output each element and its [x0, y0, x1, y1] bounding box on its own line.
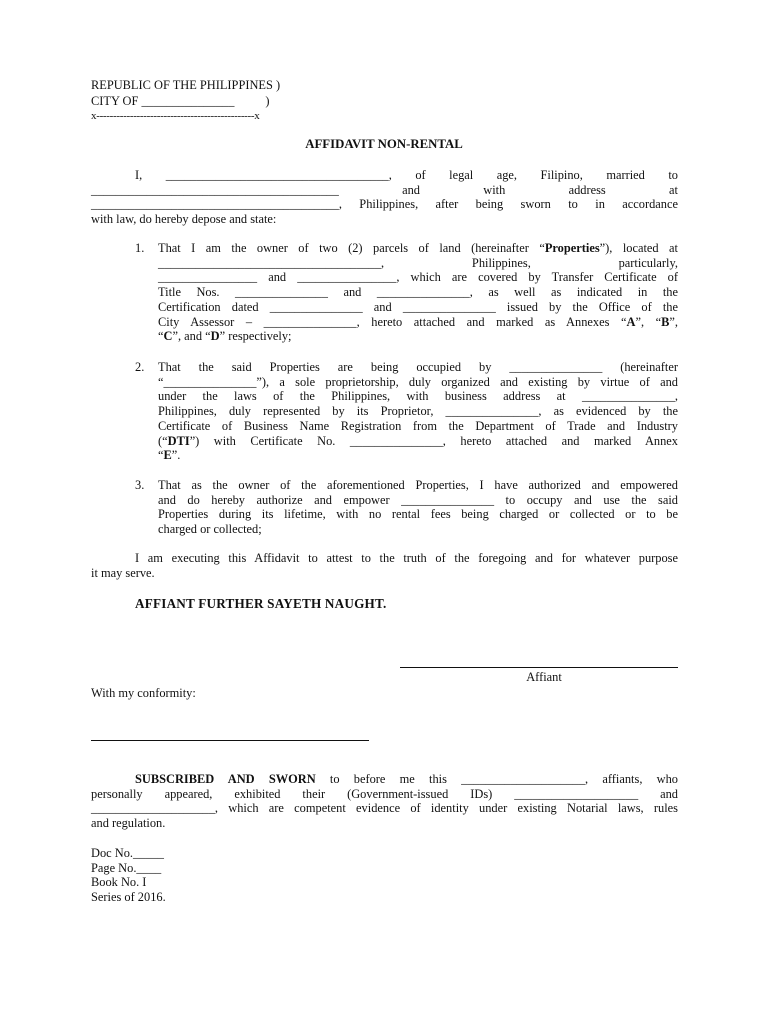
list-item	[135, 360, 678, 463]
item-line: Philippines, duly represented by its Proprietor, _______________, as evidenced by the	[158, 404, 678, 419]
conformity-label: With my conformity:	[91, 686, 196, 700]
series-year: Series of 2016.	[91, 890, 166, 905]
jurat-line: and regulation.	[91, 816, 166, 831]
closing-paragraph	[91, 551, 678, 580]
closing-line: it may serve.	[91, 565, 155, 580]
jurat-line: personally appeared, exhibited their (Government-issued IDs) ____________________ and	[91, 786, 678, 801]
conformity-signature-line	[91, 740, 369, 741]
item-line: Title Nos. _______________ and _______________, as well as indicated in the	[158, 285, 678, 300]
affiant-signature-line	[400, 667, 678, 668]
item-line: “_______________”), a sole proprietorship, duly organized and existing by virtue of and	[158, 374, 678, 389]
item-line: charged or collected;	[158, 522, 262, 537]
page-number: Page No.____	[91, 860, 162, 875]
item-line: “C”, and “D” respectively;	[158, 329, 292, 344]
item-number: 1.	[135, 241, 145, 255]
list-item	[135, 241, 678, 344]
doc-number: Doc No._____	[91, 846, 164, 860]
caption-city: CITY OF _______________ )	[91, 94, 270, 108]
item-line: That as the owner of the aforementioned Properties, I have authorized and empowered	[158, 478, 678, 492]
caption-separator: x-----------------------------------------------x	[91, 110, 260, 122]
intro-line: ________________________________________ and with address at	[91, 182, 678, 197]
caption-republic: REPUBLIC OF THE PHILIPPINES )	[91, 78, 281, 92]
jurat-lead: SUBSCRIBED AND SWORN	[135, 772, 316, 786]
intro-line: I, ____________________________________, of legal age, Filipino, married to	[135, 168, 678, 182]
item-line: (“DTI”) with Certificate No. _______________, hereto attached and marked Annex	[158, 433, 678, 448]
book-number: Book No. I	[91, 875, 147, 890]
intro-paragraph	[91, 168, 678, 227]
jurat-rest: to before me this ____________________, affiants, who	[315, 772, 678, 786]
item-line: Properties during its lifetime, with no rental fees being charged or collected or to be	[158, 507, 678, 522]
closing-line: I am executing this Affidavit to attest to the truth of the foregoing and for whatever purpose	[135, 551, 678, 565]
jurat-line: ____________________, which are competent evidence of identity under existing Notarial laws, rules	[91, 801, 678, 816]
notarial-register	[91, 846, 166, 905]
item-line: and do hereby authorize and empower _______________ to occupy and use the said	[158, 492, 678, 507]
item-number: 2.	[135, 360, 145, 374]
item-number: 3.	[135, 478, 145, 492]
affiant-label: Affiant	[526, 670, 562, 684]
item-line: under the laws of the Philippines, with business address at _______________,	[158, 389, 678, 404]
item-line: That the said Properties are being occupied by _______________ (hereinafter	[158, 360, 678, 374]
item-line: Certificate of Business Name Registration from the Department of Trade and Industry	[158, 418, 678, 433]
item-line: ________________ and ________________, which are covered by Transfer Certificate of	[158, 270, 678, 285]
document-title: AFFIDAVIT NON-RENTAL	[305, 137, 463, 151]
list-item	[135, 478, 678, 537]
item-line: City Assessor – _______________, hereto attached and marked as Annexes “A”, “B”,	[158, 314, 679, 329]
item-line: Certification dated _______________ and _______________ issued by the Office of the	[158, 299, 678, 314]
item-line: “E”.	[158, 448, 181, 463]
jurat-paragraph	[91, 772, 678, 831]
item-line: That I am the owner of two (2) parcels of land (hereinafter “Properties”), located at	[158, 241, 678, 255]
intro-line: ________________________________________, Philippines, after being sworn to in accordance	[91, 197, 678, 212]
jurat-line	[91, 772, 678, 787]
intro-line: with law, do hereby depose and state:	[91, 212, 277, 227]
affiant-further-statement: AFFIANT FURTHER SAYETH NAUGHT.	[135, 596, 387, 611]
item-line: ____________________________________, Philippines, particularly,	[158, 255, 678, 270]
